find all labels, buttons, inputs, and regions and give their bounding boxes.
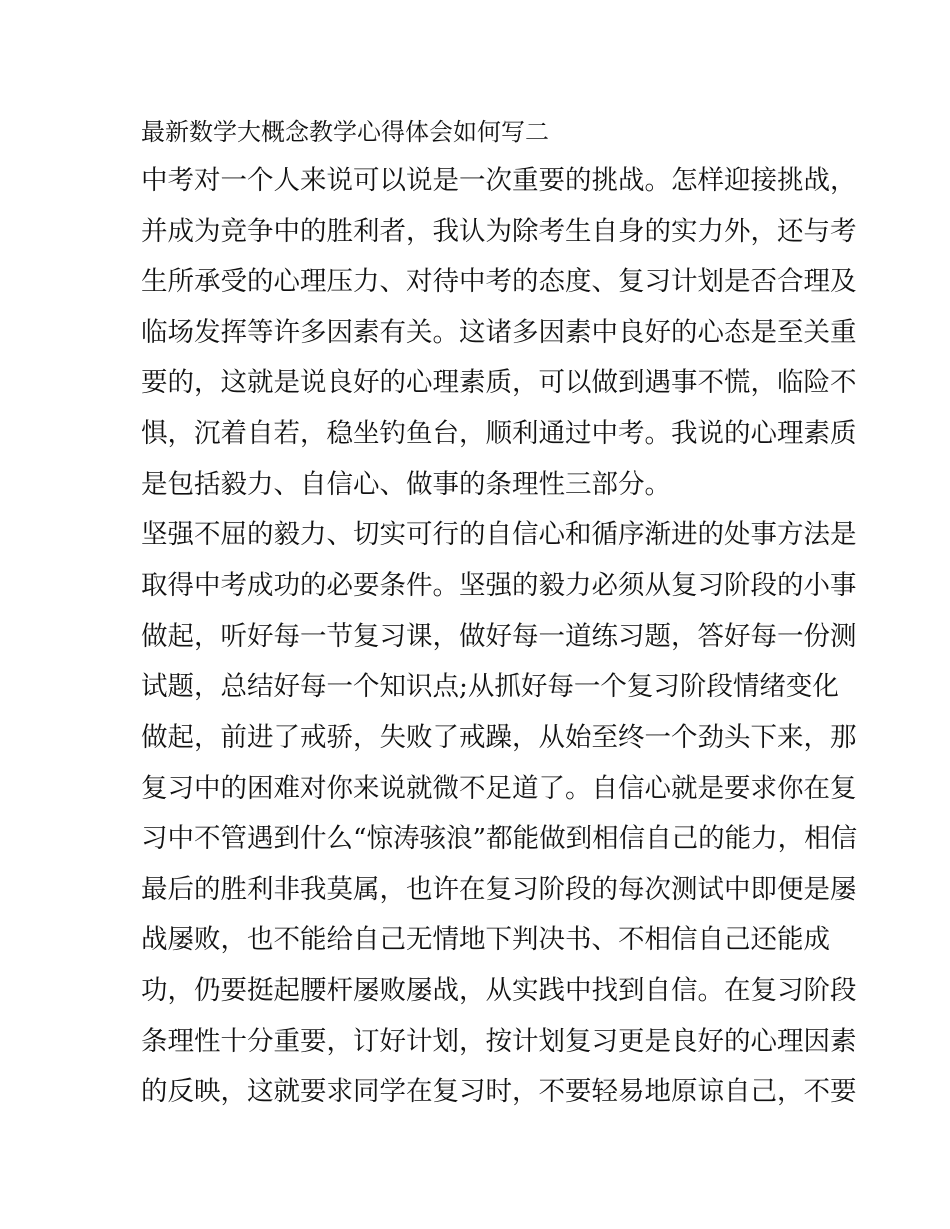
paragraph-line: 功，仍要挺起腰杆屡败屡战，从实践中找到自信。在复习阶段 (141, 975, 857, 1006)
paragraph-line: 取得中考成功的必要条件。坚强的毅力必须从复习阶段的小事 (141, 570, 857, 601)
paragraph-line: 临场发挥等许多因素有关。这诸多因素中良好的心态是至关重 (141, 317, 857, 348)
paragraph-line: 做起，听好每一节复习课，做好每一道练习题，答好每一份测 (141, 621, 857, 652)
paragraph-line: 试题，总结好每一个知识点;从抓好每一个复习阶段情绪变化 (141, 671, 839, 702)
paragraph-line: 条理性十分重要，订好计划，按计划复习更是良好的心理因素 (141, 1026, 857, 1057)
paragraph-line: 生所承受的心理压力、对待中考的态度、复习计划是否合理及 (141, 266, 857, 297)
document-title: 最新数学大概念教学心得体会如何写二 (141, 118, 549, 146)
paragraph-line: 中考对一个人来说可以说是一次重要的挑战。怎样迎接挑战， (141, 165, 857, 196)
paragraph-line: 战屡败，也不能给自己无情地下判决书、不相信自己还能成 (141, 924, 830, 955)
paragraph-line: 的反映，这就要求同学在复习时，不要轻易地原谅自己，不要 (141, 1076, 857, 1107)
paragraph-line: 习中不管遇到什么“惊涛骇浪”都能做到相信自己的能力，相信 (141, 823, 858, 854)
paragraph-line: 惧，沉着自若，稳坐钓鱼台，顺利通过中考。我说的心理素质 (141, 418, 857, 449)
paragraph-line: 复习中的困难对你来说就微不足道了。自信心就是要求你在复 (141, 773, 857, 804)
paragraph-line: 做起，前进了戒骄，失败了戒躁，从始至终一个劲头下来，那 (141, 722, 857, 753)
paragraph-line: 最后的胜利非我莫属，也许在复习阶段的每次测试中即便是屡 (141, 874, 857, 905)
paragraph-line: 是包括毅力、自信心、做事的条理性三部分。 (141, 469, 671, 500)
paragraph-line: 要的，这就是说良好的心理素质，可以做到遇事不慌，临险不 (141, 367, 857, 398)
paragraph-line: 并成为竞争中的胜利者，我认为除考生自身的实力外，还与考 (141, 216, 857, 247)
paragraph-line: 坚强不屈的毅力、切实可行的自信心和循序渐进的处事方法是 (141, 519, 857, 550)
